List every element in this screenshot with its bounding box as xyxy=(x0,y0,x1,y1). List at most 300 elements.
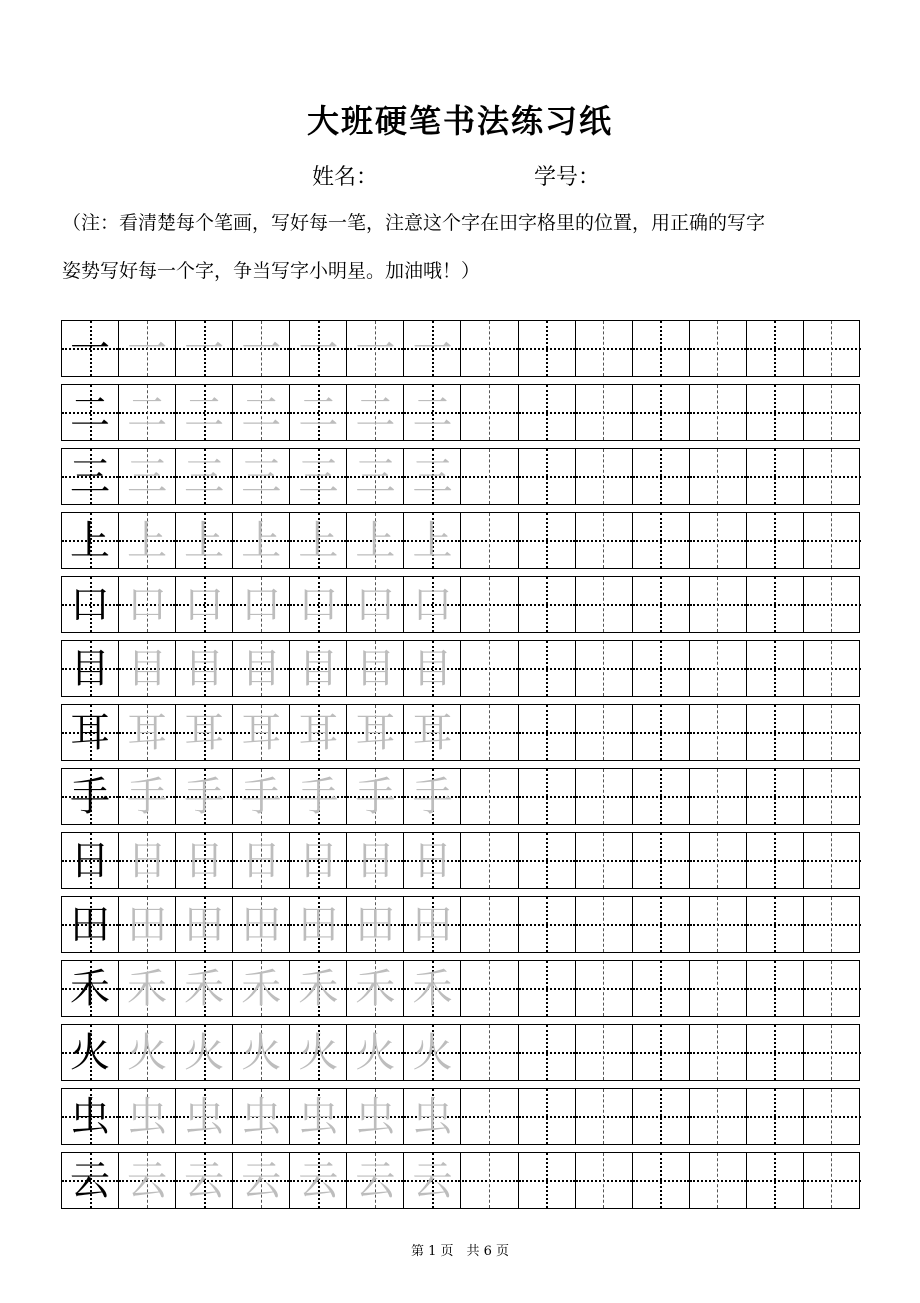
trace-cell[interactable] xyxy=(119,1089,176,1144)
trace-cell[interactable] xyxy=(176,449,233,504)
blank-writing-cell[interactable] xyxy=(519,641,576,696)
blank-writing-cell[interactable] xyxy=(633,385,690,440)
vertical-guide-line xyxy=(603,1089,604,1144)
trace-cell[interactable] xyxy=(119,961,176,1016)
trace-character: 手 xyxy=(298,773,339,820)
model-character: 上 xyxy=(70,517,111,564)
blank-writing-cell[interactable] xyxy=(747,513,804,568)
blank-writing-cell[interactable] xyxy=(690,513,747,568)
blank-writing-cell[interactable] xyxy=(633,641,690,696)
vertical-guide-line xyxy=(546,1025,548,1080)
blank-writing-cell[interactable] xyxy=(576,961,633,1016)
blank-writing-cell[interactable] xyxy=(804,321,861,376)
trace-cell[interactable] xyxy=(290,513,347,568)
vertical-guide-line xyxy=(774,321,776,376)
trace-cell[interactable] xyxy=(347,769,404,824)
vertical-guide-line xyxy=(546,833,548,888)
trace-cell[interactable] xyxy=(347,833,404,888)
trace-cell[interactable] xyxy=(347,449,404,504)
vertical-guide-line xyxy=(660,833,662,888)
blank-writing-cell[interactable] xyxy=(747,833,804,888)
practice-row xyxy=(61,576,860,633)
vertical-guide-line xyxy=(717,385,718,440)
blank-writing-cell[interactable] xyxy=(690,385,747,440)
trace-cell[interactable] xyxy=(119,641,176,696)
trace-character: 日 xyxy=(127,837,168,884)
trace-cell[interactable] xyxy=(290,897,347,952)
blank-writing-cell[interactable] xyxy=(747,897,804,952)
trace-character: 田 xyxy=(184,901,225,948)
horizontal-guide-line xyxy=(804,476,861,478)
vertical-guide-line xyxy=(603,321,604,376)
trace-cell[interactable] xyxy=(176,577,233,632)
vertical-guide-line xyxy=(717,1153,718,1208)
blank-writing-cell[interactable] xyxy=(747,1025,804,1080)
trace-cell[interactable] xyxy=(404,961,461,1016)
practice-grid xyxy=(61,320,860,1216)
trace-cell[interactable] xyxy=(404,321,461,376)
practice-row xyxy=(61,960,860,1017)
trace-cell[interactable] xyxy=(404,705,461,760)
blank-writing-cell[interactable] xyxy=(804,1153,861,1208)
blank-writing-cell[interactable] xyxy=(519,1153,576,1208)
vertical-guide-line xyxy=(831,961,832,1016)
blank-writing-cell[interactable] xyxy=(747,705,804,760)
blank-writing-cell[interactable] xyxy=(633,1089,690,1144)
blank-writing-cell[interactable] xyxy=(804,961,861,1016)
vertical-guide-line xyxy=(774,705,776,760)
blank-writing-cell[interactable] xyxy=(690,1089,747,1144)
trace-cell[interactable] xyxy=(176,961,233,1016)
model-cell xyxy=(62,449,119,504)
blank-writing-cell[interactable] xyxy=(804,705,861,760)
trace-character: 口 xyxy=(412,581,453,628)
blank-writing-cell[interactable] xyxy=(804,897,861,952)
vertical-guide-line xyxy=(546,705,548,760)
blank-writing-cell[interactable] xyxy=(462,1025,519,1080)
blank-writing-cell[interactable] xyxy=(519,449,576,504)
trace-cell[interactable] xyxy=(233,641,290,696)
blank-writing-cell[interactable] xyxy=(747,1089,804,1144)
practice-row xyxy=(61,448,860,505)
trace-cell[interactable] xyxy=(290,385,347,440)
trace-cell[interactable] xyxy=(290,705,347,760)
trace-cell[interactable] xyxy=(233,513,290,568)
trace-character: 口 xyxy=(184,581,225,628)
blank-writing-cell[interactable] xyxy=(633,769,690,824)
trace-character: 日 xyxy=(355,837,396,884)
trace-cell[interactable] xyxy=(119,769,176,824)
horizontal-guide-line xyxy=(804,988,861,990)
trace-character: 上 xyxy=(241,517,282,564)
horizontal-guide-line xyxy=(804,1052,861,1054)
blank-writing-cell[interactable] xyxy=(576,1153,633,1208)
blank-writing-cell[interactable] xyxy=(519,961,576,1016)
trace-cell[interactable] xyxy=(290,1089,347,1144)
blank-writing-cell[interactable] xyxy=(519,321,576,376)
trace-cell[interactable] xyxy=(119,1025,176,1080)
trace-cell[interactable] xyxy=(347,321,404,376)
model-character: 三 xyxy=(70,453,111,500)
trace-cell[interactable] xyxy=(347,961,404,1016)
blank-writing-cell[interactable] xyxy=(633,1153,690,1208)
blank-writing-cell[interactable] xyxy=(519,1025,576,1080)
vertical-guide-line xyxy=(831,1089,832,1144)
trace-cell[interactable] xyxy=(176,321,233,376)
trace-character: 目 xyxy=(412,645,453,692)
trace-cell[interactable] xyxy=(233,1153,290,1208)
blank-writing-cell[interactable] xyxy=(462,705,519,760)
trace-cell[interactable] xyxy=(347,897,404,952)
trace-cell[interactable] xyxy=(119,1153,176,1208)
trace-cell[interactable] xyxy=(404,641,461,696)
trace-character: 火 xyxy=(412,1029,453,1076)
trace-cell[interactable] xyxy=(233,577,290,632)
blank-writing-cell[interactable] xyxy=(804,769,861,824)
trace-cell[interactable] xyxy=(347,513,404,568)
trace-cell[interactable] xyxy=(347,1153,404,1208)
trace-cell[interactable] xyxy=(119,385,176,440)
trace-cell[interactable] xyxy=(404,1089,461,1144)
page-title: 大班硬笔书法练习纸 xyxy=(306,102,613,140)
vertical-guide-line xyxy=(603,833,604,888)
model-character: 手 xyxy=(70,773,111,820)
blank-writing-cell[interactable] xyxy=(747,961,804,1016)
trace-character: 上 xyxy=(298,517,339,564)
blank-writing-cell[interactable] xyxy=(462,1089,519,1144)
blank-writing-cell[interactable] xyxy=(804,449,861,504)
model-character: 一 xyxy=(70,325,111,372)
trace-cell[interactable] xyxy=(347,1025,404,1080)
trace-character: 上 xyxy=(412,517,453,564)
blank-writing-cell[interactable] xyxy=(690,897,747,952)
vertical-guide-line xyxy=(831,705,832,760)
blank-writing-cell[interactable] xyxy=(804,513,861,568)
vertical-guide-line xyxy=(831,833,832,888)
trace-cell[interactable] xyxy=(119,513,176,568)
trace-cell[interactable] xyxy=(176,641,233,696)
blank-writing-cell[interactable] xyxy=(633,961,690,1016)
blank-writing-cell[interactable] xyxy=(633,897,690,952)
vertical-guide-line xyxy=(774,769,776,824)
trace-cell[interactable] xyxy=(176,897,233,952)
model-character: 云 xyxy=(70,1157,111,1204)
trace-cell[interactable] xyxy=(404,449,461,504)
vertical-guide-line xyxy=(660,1153,662,1208)
trace-character: 田 xyxy=(298,901,339,948)
trace-character: 二 xyxy=(241,389,282,436)
trace-character: 口 xyxy=(127,581,168,628)
trace-cell[interactable] xyxy=(290,1025,347,1080)
trace-cell[interactable] xyxy=(404,577,461,632)
trace-character: 二 xyxy=(412,389,453,436)
trace-cell[interactable] xyxy=(347,385,404,440)
vertical-guide-line xyxy=(831,385,832,440)
trace-cell[interactable] xyxy=(404,1025,461,1080)
blank-writing-cell[interactable] xyxy=(804,833,861,888)
vertical-guide-line xyxy=(489,1153,490,1208)
trace-cell[interactable] xyxy=(176,1153,233,1208)
trace-cell[interactable] xyxy=(290,769,347,824)
vertical-guide-line xyxy=(831,577,832,632)
blank-writing-cell[interactable] xyxy=(804,1025,861,1080)
model-character: 田 xyxy=(70,901,111,948)
blank-writing-cell[interactable] xyxy=(804,577,861,632)
trace-character: 三 xyxy=(412,453,453,500)
trace-cell[interactable] xyxy=(176,705,233,760)
vertical-guide-line xyxy=(546,321,548,376)
vertical-guide-line xyxy=(489,321,490,376)
trace-character: 一 xyxy=(184,325,225,372)
trace-character: 虫 xyxy=(184,1093,225,1140)
blank-writing-cell[interactable] xyxy=(576,385,633,440)
trace-cell[interactable] xyxy=(290,321,347,376)
blank-writing-cell[interactable] xyxy=(462,449,519,504)
trace-character: 手 xyxy=(127,773,168,820)
trace-cell[interactable] xyxy=(233,961,290,1016)
blank-writing-cell[interactable] xyxy=(747,577,804,632)
trace-cell[interactable] xyxy=(233,321,290,376)
model-cell xyxy=(62,1025,119,1080)
model-character: 禾 xyxy=(70,965,111,1012)
trace-cell[interactable] xyxy=(290,1153,347,1208)
vertical-guide-line xyxy=(489,705,490,760)
vertical-guide-line xyxy=(603,897,604,952)
vertical-guide-line xyxy=(489,961,490,1016)
blank-writing-cell[interactable] xyxy=(462,1153,519,1208)
vertical-guide-line xyxy=(603,961,604,1016)
blank-writing-cell[interactable] xyxy=(804,641,861,696)
vertical-guide-line xyxy=(489,449,490,504)
blank-writing-cell[interactable] xyxy=(576,897,633,952)
vertical-guide-line xyxy=(774,577,776,632)
trace-cell[interactable] xyxy=(119,449,176,504)
vertical-guide-line xyxy=(660,961,662,1016)
blank-writing-cell[interactable] xyxy=(747,641,804,696)
trace-cell[interactable] xyxy=(290,577,347,632)
trace-cell[interactable] xyxy=(119,577,176,632)
vertical-guide-line xyxy=(717,1089,718,1144)
trace-cell[interactable] xyxy=(119,321,176,376)
trace-cell[interactable] xyxy=(233,1025,290,1080)
horizontal-guide-line xyxy=(804,1180,861,1182)
trace-cell[interactable] xyxy=(404,513,461,568)
trace-character: 火 xyxy=(184,1029,225,1076)
blank-writing-cell[interactable] xyxy=(576,321,633,376)
trace-cell[interactable] xyxy=(347,1089,404,1144)
blank-writing-cell[interactable] xyxy=(519,769,576,824)
vertical-guide-line xyxy=(831,641,832,696)
blank-writing-cell[interactable] xyxy=(576,1025,633,1080)
blank-writing-cell[interactable] xyxy=(690,1153,747,1208)
vertical-guide-line xyxy=(717,449,718,504)
blank-writing-cell[interactable] xyxy=(576,705,633,760)
vertical-guide-line xyxy=(489,833,490,888)
blank-writing-cell[interactable] xyxy=(690,961,747,1016)
blank-writing-cell[interactable] xyxy=(804,1089,861,1144)
trace-cell[interactable] xyxy=(176,769,233,824)
trace-cell[interactable] xyxy=(347,705,404,760)
blank-writing-cell[interactable] xyxy=(747,769,804,824)
blank-writing-cell[interactable] xyxy=(690,641,747,696)
blank-writing-cell[interactable] xyxy=(690,1025,747,1080)
instruction-note-line-1: （注：看清楚每个笔画，写好每一笔，注意这个字在田字格里的位置，用正确的写字 xyxy=(62,212,766,234)
blank-writing-cell[interactable] xyxy=(519,833,576,888)
blank-writing-cell[interactable] xyxy=(519,897,576,952)
vertical-guide-line xyxy=(660,513,662,568)
trace-cell[interactable] xyxy=(290,449,347,504)
trace-character: 日 xyxy=(241,837,282,884)
blank-writing-cell[interactable] xyxy=(690,769,747,824)
trace-cell[interactable] xyxy=(233,897,290,952)
horizontal-guide-line xyxy=(804,604,861,606)
blank-writing-cell[interactable] xyxy=(690,321,747,376)
trace-cell[interactable] xyxy=(233,769,290,824)
blank-writing-cell[interactable] xyxy=(690,833,747,888)
blank-writing-cell[interactable] xyxy=(519,385,576,440)
trace-character: 上 xyxy=(127,517,168,564)
blank-writing-cell[interactable] xyxy=(462,769,519,824)
blank-writing-cell[interactable] xyxy=(747,321,804,376)
blank-writing-cell[interactable] xyxy=(633,1025,690,1080)
trace-cell[interactable] xyxy=(176,513,233,568)
model-cell xyxy=(62,385,119,440)
trace-character: 耳 xyxy=(127,709,168,756)
trace-character: 虫 xyxy=(412,1093,453,1140)
vertical-guide-line xyxy=(774,833,776,888)
blank-writing-cell[interactable] xyxy=(462,577,519,632)
blank-writing-cell[interactable] xyxy=(576,769,633,824)
trace-cell[interactable] xyxy=(290,961,347,1016)
blank-writing-cell[interactable] xyxy=(462,833,519,888)
trace-cell[interactable] xyxy=(119,705,176,760)
blank-writing-cell[interactable] xyxy=(576,641,633,696)
model-cell xyxy=(62,577,119,632)
model-cell xyxy=(62,705,119,760)
trace-character: 二 xyxy=(127,389,168,436)
trace-character: 田 xyxy=(412,901,453,948)
vertical-guide-line xyxy=(660,769,662,824)
trace-cell[interactable] xyxy=(119,897,176,952)
trace-cell[interactable] xyxy=(233,385,290,440)
trace-cell[interactable] xyxy=(233,1089,290,1144)
trace-character: 禾 xyxy=(241,965,282,1012)
blank-writing-cell[interactable] xyxy=(576,577,633,632)
vertical-guide-line xyxy=(831,1025,832,1080)
blank-writing-cell[interactable] xyxy=(519,513,576,568)
blank-writing-cell[interactable] xyxy=(633,321,690,376)
trace-cell[interactable] xyxy=(404,1153,461,1208)
trace-cell[interactable] xyxy=(233,705,290,760)
trace-cell[interactable] xyxy=(290,641,347,696)
vertical-guide-line xyxy=(489,897,490,952)
trace-cell[interactable] xyxy=(404,385,461,440)
trace-character: 火 xyxy=(241,1029,282,1076)
trace-character: 手 xyxy=(412,773,453,820)
student-info xyxy=(0,160,920,196)
vertical-guide-line xyxy=(603,769,604,824)
trace-cell[interactable] xyxy=(176,1089,233,1144)
trace-character: 一 xyxy=(241,325,282,372)
blank-writing-cell[interactable] xyxy=(576,513,633,568)
blank-writing-cell[interactable] xyxy=(747,1153,804,1208)
blank-writing-cell[interactable] xyxy=(462,961,519,1016)
blank-writing-cell[interactable] xyxy=(633,705,690,760)
blank-writing-cell[interactable] xyxy=(576,1089,633,1144)
horizontal-guide-line xyxy=(804,924,861,926)
trace-character: 耳 xyxy=(298,709,339,756)
model-cell xyxy=(62,321,119,376)
practice-row xyxy=(61,640,860,697)
trace-cell[interactable] xyxy=(290,833,347,888)
trace-character: 日 xyxy=(412,837,453,884)
trace-cell[interactable] xyxy=(404,769,461,824)
blank-writing-cell[interactable] xyxy=(576,449,633,504)
trace-character: 一 xyxy=(355,325,396,372)
instruction-note-line-2: 姿势写好每一个字，争当写字小明星。加油哦！） xyxy=(62,260,481,282)
trace-character: 禾 xyxy=(127,965,168,1012)
blank-writing-cell[interactable] xyxy=(633,833,690,888)
blank-writing-cell[interactable] xyxy=(633,513,690,568)
blank-writing-cell[interactable] xyxy=(690,577,747,632)
blank-writing-cell[interactable] xyxy=(462,321,519,376)
trace-cell[interactable] xyxy=(347,641,404,696)
blank-writing-cell[interactable] xyxy=(576,833,633,888)
model-character: 火 xyxy=(70,1029,111,1076)
trace-cell[interactable] xyxy=(347,577,404,632)
trace-cell[interactable] xyxy=(176,385,233,440)
blank-writing-cell[interactable] xyxy=(633,577,690,632)
blank-writing-cell[interactable] xyxy=(690,449,747,504)
trace-character: 三 xyxy=(127,453,168,500)
trace-cell[interactable] xyxy=(233,449,290,504)
blank-writing-cell[interactable] xyxy=(747,449,804,504)
vertical-guide-line xyxy=(489,1089,490,1144)
trace-cell[interactable] xyxy=(119,833,176,888)
blank-writing-cell[interactable] xyxy=(462,897,519,952)
blank-writing-cell[interactable] xyxy=(690,705,747,760)
trace-cell[interactable] xyxy=(176,833,233,888)
trace-character: 一 xyxy=(127,325,168,372)
trace-character: 上 xyxy=(355,517,396,564)
model-character: 日 xyxy=(70,837,111,884)
practice-row xyxy=(61,1088,860,1145)
vertical-guide-line xyxy=(489,577,490,632)
blank-writing-cell[interactable] xyxy=(462,513,519,568)
trace-character: 二 xyxy=(355,389,396,436)
trace-cell[interactable] xyxy=(176,1025,233,1080)
vertical-guide-line xyxy=(546,769,548,824)
blank-writing-cell[interactable] xyxy=(519,1089,576,1144)
trace-cell[interactable] xyxy=(233,833,290,888)
blank-writing-cell[interactable] xyxy=(747,385,804,440)
blank-writing-cell[interactable] xyxy=(804,385,861,440)
vertical-guide-line xyxy=(603,385,604,440)
trace-cell[interactable] xyxy=(404,833,461,888)
trace-cell[interactable] xyxy=(404,897,461,952)
trace-character: 二 xyxy=(184,389,225,436)
vertical-guide-line xyxy=(603,641,604,696)
blank-writing-cell[interactable] xyxy=(462,641,519,696)
blank-writing-cell[interactable] xyxy=(519,577,576,632)
vertical-guide-line xyxy=(660,577,662,632)
blank-writing-cell[interactable] xyxy=(633,449,690,504)
practice-row xyxy=(61,768,860,825)
blank-writing-cell[interactable] xyxy=(519,705,576,760)
model-character: 二 xyxy=(70,389,111,436)
trace-character: 手 xyxy=(355,773,396,820)
blank-writing-cell[interactable] xyxy=(462,385,519,440)
